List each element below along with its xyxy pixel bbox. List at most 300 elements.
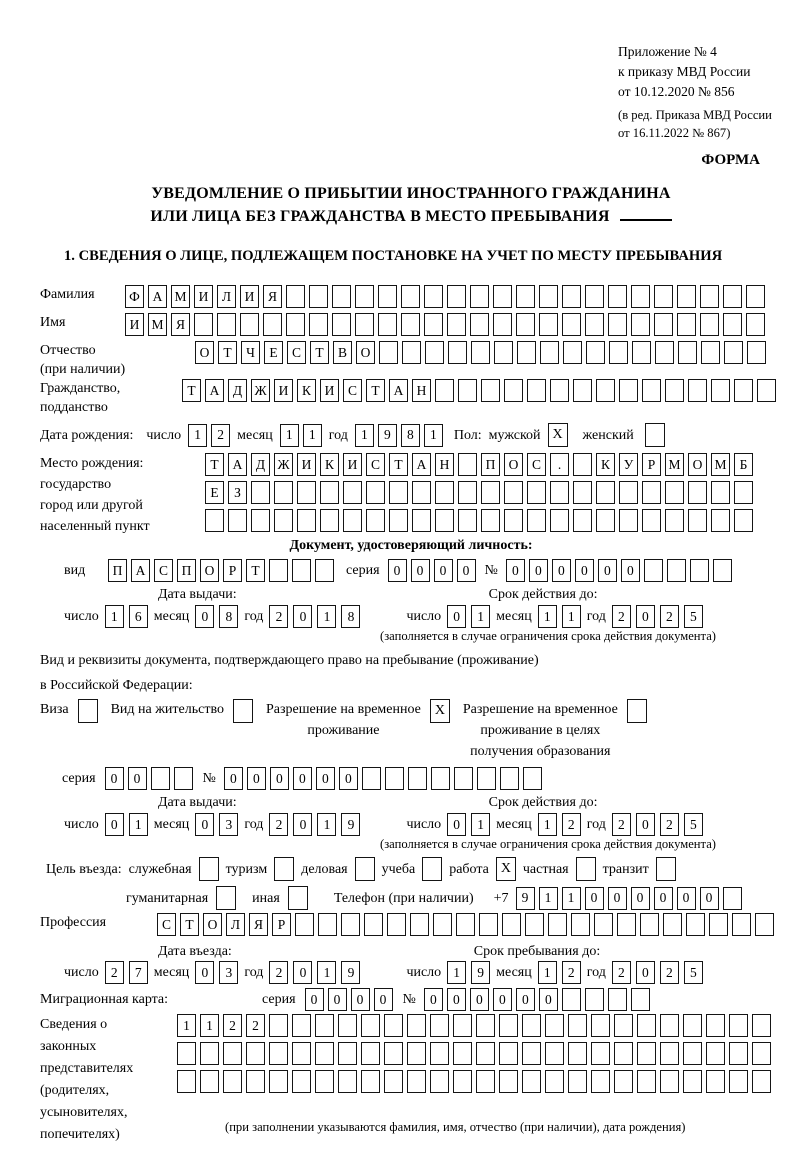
char-cell[interactable]: И xyxy=(297,453,316,476)
char-cell[interactable]: К xyxy=(320,453,339,476)
char-cell[interactable]: 0 xyxy=(293,961,312,984)
char-cell[interactable] xyxy=(343,509,362,532)
char-cell[interactable]: 1 xyxy=(538,605,557,628)
edu-permit-checkbox[interactable] xyxy=(627,699,647,723)
char-cell[interactable] xyxy=(522,1014,541,1037)
char-cell[interactable] xyxy=(407,1014,426,1037)
char-cell[interactable] xyxy=(729,1070,748,1093)
char-cell[interactable] xyxy=(619,481,638,504)
char-cell[interactable]: С xyxy=(366,453,385,476)
char-cell[interactable]: Ж xyxy=(274,453,293,476)
char-cell[interactable] xyxy=(504,379,523,402)
char-cell[interactable]: Н xyxy=(412,379,431,402)
char-cell[interactable] xyxy=(269,1042,288,1065)
char-cell[interactable] xyxy=(447,313,466,336)
char-cell[interactable]: Ч xyxy=(241,341,260,364)
char-cell[interactable]: 1 xyxy=(424,424,443,447)
char-cell[interactable] xyxy=(366,481,385,504)
char-cell[interactable] xyxy=(269,1070,288,1093)
char-cell[interactable] xyxy=(545,1042,564,1065)
sex-female-checkbox[interactable] xyxy=(645,423,665,447)
char-cell[interactable]: У xyxy=(619,453,638,476)
char-cell[interactable] xyxy=(431,767,450,790)
char-cell[interactable] xyxy=(700,313,719,336)
char-cell[interactable]: 0 xyxy=(388,559,407,582)
char-cell[interactable] xyxy=(642,509,661,532)
char-cell[interactable]: Р xyxy=(223,559,242,582)
char-cell[interactable] xyxy=(493,285,512,308)
char-cell[interactable] xyxy=(341,913,360,936)
char-cell[interactable]: 1 xyxy=(317,961,336,984)
char-cell[interactable]: С xyxy=(527,453,546,476)
char-cell[interactable]: П xyxy=(177,559,196,582)
char-cell[interactable] xyxy=(631,285,650,308)
char-cell[interactable] xyxy=(297,509,316,532)
char-cell[interactable]: Т xyxy=(205,453,224,476)
char-cell[interactable]: 0 xyxy=(621,559,640,582)
char-cell[interactable] xyxy=(332,285,351,308)
residence-permit-checkbox[interactable] xyxy=(233,699,253,723)
char-cell[interactable] xyxy=(540,341,559,364)
char-cell[interactable] xyxy=(456,913,475,936)
char-cell[interactable] xyxy=(617,913,636,936)
char-cell[interactable]: 1 xyxy=(447,961,466,984)
char-cell[interactable]: О xyxy=(200,559,219,582)
char-cell[interactable] xyxy=(711,481,730,504)
char-cell[interactable] xyxy=(654,285,673,308)
char-cell[interactable] xyxy=(366,509,385,532)
char-cell[interactable] xyxy=(499,1042,518,1065)
char-cell[interactable]: 0 xyxy=(351,988,370,1011)
char-cell[interactable]: О xyxy=(195,341,214,364)
char-cell[interactable]: Р xyxy=(272,913,291,936)
char-cell[interactable] xyxy=(389,509,408,532)
char-cell[interactable] xyxy=(550,509,569,532)
char-cell[interactable] xyxy=(205,509,224,532)
char-cell[interactable]: 0 xyxy=(552,559,571,582)
char-cell[interactable] xyxy=(711,509,730,532)
char-cell[interactable] xyxy=(412,509,431,532)
char-cell[interactable]: 2 xyxy=(211,424,230,447)
char-cell[interactable]: Т xyxy=(218,341,237,364)
purpose-business-checkbox[interactable] xyxy=(355,857,375,881)
char-cell[interactable] xyxy=(387,913,406,936)
char-cell[interactable] xyxy=(723,313,742,336)
char-cell[interactable] xyxy=(608,313,627,336)
char-cell[interactable] xyxy=(251,481,270,504)
char-cell[interactable] xyxy=(504,481,523,504)
char-cell[interactable]: 0 xyxy=(636,605,655,628)
char-cell[interactable]: 0 xyxy=(293,813,312,836)
char-cell[interactable] xyxy=(338,1014,357,1037)
char-cell[interactable] xyxy=(596,379,615,402)
char-cell[interactable] xyxy=(228,509,247,532)
char-cell[interactable] xyxy=(200,1042,219,1065)
char-cell[interactable] xyxy=(362,767,381,790)
char-cell[interactable]: Я xyxy=(249,913,268,936)
char-cell[interactable] xyxy=(619,379,638,402)
char-cell[interactable]: С xyxy=(157,913,176,936)
char-cell[interactable] xyxy=(286,285,305,308)
char-cell[interactable]: 2 xyxy=(562,813,581,836)
char-cell[interactable]: 2 xyxy=(660,605,679,628)
char-cell[interactable]: Я xyxy=(263,285,282,308)
char-cell[interactable] xyxy=(723,887,742,910)
char-cell[interactable]: 2 xyxy=(269,961,288,984)
char-cell[interactable] xyxy=(686,913,705,936)
char-cell[interactable]: 2 xyxy=(246,1014,265,1037)
char-cell[interactable] xyxy=(481,509,500,532)
char-cell[interactable] xyxy=(596,509,615,532)
char-cell[interactable] xyxy=(585,285,604,308)
char-cell[interactable] xyxy=(644,559,663,582)
char-cell[interactable] xyxy=(412,481,431,504)
char-cell[interactable]: 0 xyxy=(516,988,535,1011)
char-cell[interactable] xyxy=(631,988,650,1011)
char-cell[interactable] xyxy=(246,1070,265,1093)
char-cell[interactable] xyxy=(458,509,477,532)
char-cell[interactable]: 2 xyxy=(269,605,288,628)
char-cell[interactable] xyxy=(539,313,558,336)
char-cell[interactable]: 0 xyxy=(457,559,476,582)
char-cell[interactable]: Е xyxy=(264,341,283,364)
char-cell[interactable] xyxy=(660,1014,679,1037)
char-cell[interactable]: 0 xyxy=(105,813,124,836)
char-cell[interactable]: 2 xyxy=(612,605,631,628)
char-cell[interactable]: Н xyxy=(435,453,454,476)
char-cell[interactable]: 0 xyxy=(328,988,347,1011)
char-cell[interactable]: . xyxy=(550,453,569,476)
char-cell[interactable]: И xyxy=(194,285,213,308)
char-cell[interactable] xyxy=(586,341,605,364)
char-cell[interactable] xyxy=(435,481,454,504)
char-cell[interactable]: 8 xyxy=(341,605,360,628)
char-cell[interactable] xyxy=(746,285,765,308)
char-cell[interactable]: К xyxy=(297,379,316,402)
char-cell[interactable]: Р xyxy=(642,453,661,476)
char-cell[interactable] xyxy=(663,913,682,936)
char-cell[interactable]: 0 xyxy=(608,887,627,910)
char-cell[interactable]: 3 xyxy=(219,961,238,984)
char-cell[interactable]: О xyxy=(504,453,523,476)
char-cell[interactable] xyxy=(458,453,477,476)
sex-male-checkbox[interactable]: X xyxy=(548,423,568,447)
char-cell[interactable]: 3 xyxy=(219,813,238,836)
char-cell[interactable]: 0 xyxy=(339,767,358,790)
char-cell[interactable] xyxy=(384,1014,403,1037)
char-cell[interactable] xyxy=(292,1014,311,1037)
char-cell[interactable] xyxy=(550,481,569,504)
char-cell[interactable] xyxy=(683,1042,702,1065)
char-cell[interactable]: А xyxy=(412,453,431,476)
char-cell[interactable] xyxy=(732,913,751,936)
char-cell[interactable]: 0 xyxy=(434,559,453,582)
char-cell[interactable] xyxy=(309,313,328,336)
char-cell[interactable] xyxy=(609,341,628,364)
char-cell[interactable] xyxy=(723,285,742,308)
char-cell[interactable]: М xyxy=(148,313,167,336)
char-cell[interactable] xyxy=(573,481,592,504)
char-cell[interactable] xyxy=(292,559,311,582)
char-cell[interactable] xyxy=(562,285,581,308)
char-cell[interactable] xyxy=(223,1070,242,1093)
char-cell[interactable]: 0 xyxy=(305,988,324,1011)
purpose-work-checkbox[interactable]: X xyxy=(496,857,516,881)
char-cell[interactable]: 1 xyxy=(562,605,581,628)
char-cell[interactable] xyxy=(655,341,674,364)
char-cell[interactable] xyxy=(752,1042,771,1065)
char-cell[interactable] xyxy=(516,285,535,308)
char-cell[interactable]: Т xyxy=(180,913,199,936)
char-cell[interactable] xyxy=(453,1014,472,1037)
char-cell[interactable] xyxy=(688,481,707,504)
char-cell[interactable] xyxy=(448,341,467,364)
char-cell[interactable]: 0 xyxy=(700,887,719,910)
char-cell[interactable] xyxy=(591,1070,610,1093)
char-cell[interactable] xyxy=(700,285,719,308)
char-cell[interactable]: 5 xyxy=(684,605,703,628)
char-cell[interactable]: Т xyxy=(182,379,201,402)
char-cell[interactable]: 2 xyxy=(660,813,679,836)
char-cell[interactable]: 9 xyxy=(516,887,535,910)
char-cell[interactable] xyxy=(269,559,288,582)
temp-permit-checkbox[interactable]: X xyxy=(430,699,450,723)
char-cell[interactable]: 0 xyxy=(585,887,604,910)
char-cell[interactable] xyxy=(688,509,707,532)
char-cell[interactable] xyxy=(571,913,590,936)
char-cell[interactable] xyxy=(479,913,498,936)
char-cell[interactable]: 0 xyxy=(677,887,696,910)
char-cell[interactable] xyxy=(550,379,569,402)
char-cell[interactable] xyxy=(545,1070,564,1093)
char-cell[interactable]: 0 xyxy=(654,887,673,910)
char-cell[interactable] xyxy=(315,1042,334,1065)
char-cell[interactable]: 0 xyxy=(195,961,214,984)
char-cell[interactable]: Л xyxy=(226,913,245,936)
char-cell[interactable]: 0 xyxy=(493,988,512,1011)
char-cell[interactable] xyxy=(458,379,477,402)
char-cell[interactable] xyxy=(361,1070,380,1093)
char-cell[interactable] xyxy=(568,1070,587,1093)
char-cell[interactable] xyxy=(667,559,686,582)
purpose-other-checkbox[interactable] xyxy=(288,886,308,910)
char-cell[interactable]: 0 xyxy=(598,559,617,582)
char-cell[interactable] xyxy=(677,313,696,336)
char-cell[interactable] xyxy=(251,509,270,532)
char-cell[interactable]: 0 xyxy=(270,767,289,790)
char-cell[interactable]: П xyxy=(481,453,500,476)
char-cell[interactable] xyxy=(677,285,696,308)
char-cell[interactable] xyxy=(292,1070,311,1093)
char-cell[interactable]: 0 xyxy=(529,559,548,582)
purpose-official-checkbox[interactable] xyxy=(199,857,219,881)
char-cell[interactable]: Т xyxy=(310,341,329,364)
char-cell[interactable] xyxy=(573,379,592,402)
char-cell[interactable]: А xyxy=(389,379,408,402)
visa-checkbox[interactable] xyxy=(78,699,98,723)
char-cell[interactable] xyxy=(332,313,351,336)
char-cell[interactable] xyxy=(364,913,383,936)
char-cell[interactable] xyxy=(545,1014,564,1037)
char-cell[interactable] xyxy=(355,285,374,308)
char-cell[interactable]: М xyxy=(171,285,190,308)
char-cell[interactable] xyxy=(402,341,421,364)
char-cell[interactable]: О xyxy=(356,341,375,364)
char-cell[interactable] xyxy=(401,313,420,336)
char-cell[interactable]: 1 xyxy=(280,424,299,447)
char-cell[interactable] xyxy=(458,481,477,504)
char-cell[interactable]: 2 xyxy=(612,813,631,836)
char-cell[interactable] xyxy=(525,913,544,936)
char-cell[interactable] xyxy=(407,1070,426,1093)
char-cell[interactable] xyxy=(517,341,536,364)
char-cell[interactable]: 1 xyxy=(562,887,581,910)
char-cell[interactable] xyxy=(286,313,305,336)
char-cell[interactable] xyxy=(642,379,661,402)
char-cell[interactable] xyxy=(614,1070,633,1093)
char-cell[interactable]: 1 xyxy=(471,813,490,836)
char-cell[interactable] xyxy=(292,1042,311,1065)
char-cell[interactable] xyxy=(493,313,512,336)
char-cell[interactable] xyxy=(746,313,765,336)
char-cell[interactable]: 1 xyxy=(538,813,557,836)
char-cell[interactable]: 8 xyxy=(401,424,420,447)
char-cell[interactable] xyxy=(407,1042,426,1065)
char-cell[interactable] xyxy=(476,1014,495,1037)
char-cell[interactable] xyxy=(596,481,615,504)
char-cell[interactable] xyxy=(240,313,259,336)
char-cell[interactable] xyxy=(401,285,420,308)
char-cell[interactable] xyxy=(568,1014,587,1037)
char-cell[interactable] xyxy=(568,1042,587,1065)
char-cell[interactable]: 1 xyxy=(188,424,207,447)
char-cell[interactable]: 2 xyxy=(562,961,581,984)
char-cell[interactable]: 0 xyxy=(447,988,466,1011)
char-cell[interactable]: 0 xyxy=(293,605,312,628)
char-cell[interactable] xyxy=(608,988,627,1011)
char-cell[interactable]: 8 xyxy=(219,605,238,628)
char-cell[interactable] xyxy=(563,341,582,364)
char-cell[interactable]: 0 xyxy=(575,559,594,582)
char-cell[interactable] xyxy=(430,1014,449,1037)
char-cell[interactable]: 1 xyxy=(471,605,490,628)
purpose-study-checkbox[interactable] xyxy=(422,857,442,881)
char-cell[interactable] xyxy=(297,481,316,504)
char-cell[interactable]: И xyxy=(125,313,144,336)
char-cell[interactable]: 1 xyxy=(177,1014,196,1037)
char-cell[interactable]: 2 xyxy=(223,1014,242,1037)
char-cell[interactable] xyxy=(269,1014,288,1037)
char-cell[interactable]: 2 xyxy=(612,961,631,984)
char-cell[interactable] xyxy=(343,481,362,504)
char-cell[interactable] xyxy=(642,481,661,504)
char-cell[interactable] xyxy=(752,1014,771,1037)
char-cell[interactable] xyxy=(504,509,523,532)
char-cell[interactable]: 1 xyxy=(539,887,558,910)
char-cell[interactable] xyxy=(734,509,753,532)
char-cell[interactable] xyxy=(481,481,500,504)
char-cell[interactable] xyxy=(430,1042,449,1065)
char-cell[interactable] xyxy=(713,559,732,582)
purpose-private-checkbox[interactable] xyxy=(576,857,596,881)
char-cell[interactable] xyxy=(177,1070,196,1093)
char-cell[interactable] xyxy=(637,1070,656,1093)
char-cell[interactable] xyxy=(499,1014,518,1037)
char-cell[interactable] xyxy=(573,509,592,532)
char-cell[interactable] xyxy=(527,481,546,504)
char-cell[interactable]: Я xyxy=(171,313,190,336)
char-cell[interactable] xyxy=(384,1070,403,1093)
char-cell[interactable]: Д xyxy=(251,453,270,476)
char-cell[interactable] xyxy=(665,481,684,504)
char-cell[interactable] xyxy=(338,1042,357,1065)
char-cell[interactable] xyxy=(194,313,213,336)
char-cell[interactable] xyxy=(500,767,519,790)
char-cell[interactable]: 9 xyxy=(341,961,360,984)
char-cell[interactable]: 9 xyxy=(341,813,360,836)
char-cell[interactable] xyxy=(660,1070,679,1093)
char-cell[interactable] xyxy=(470,285,489,308)
char-cell[interactable] xyxy=(631,313,650,336)
char-cell[interactable] xyxy=(453,1042,472,1065)
char-cell[interactable] xyxy=(614,1014,633,1037)
char-cell[interactable] xyxy=(274,481,293,504)
char-cell[interactable] xyxy=(424,285,443,308)
char-cell[interactable] xyxy=(499,1070,518,1093)
char-cell[interactable]: Л xyxy=(217,285,236,308)
char-cell[interactable]: А xyxy=(205,379,224,402)
char-cell[interactable]: 1 xyxy=(538,961,557,984)
char-cell[interactable] xyxy=(701,341,720,364)
char-cell[interactable]: 0 xyxy=(506,559,525,582)
char-cell[interactable] xyxy=(502,913,521,936)
char-cell[interactable] xyxy=(752,1070,771,1093)
char-cell[interactable] xyxy=(385,767,404,790)
char-cell[interactable]: А xyxy=(131,559,150,582)
char-cell[interactable] xyxy=(477,767,496,790)
char-cell[interactable]: А xyxy=(148,285,167,308)
purpose-humanitarian-checkbox[interactable] xyxy=(216,886,236,910)
char-cell[interactable] xyxy=(665,509,684,532)
char-cell[interactable] xyxy=(709,913,728,936)
char-cell[interactable] xyxy=(453,1070,472,1093)
char-cell[interactable] xyxy=(591,1014,610,1037)
char-cell[interactable]: 0 xyxy=(631,887,650,910)
char-cell[interactable]: 0 xyxy=(447,813,466,836)
char-cell[interactable]: 1 xyxy=(303,424,322,447)
char-cell[interactable]: М xyxy=(665,453,684,476)
char-cell[interactable] xyxy=(660,1042,679,1065)
char-cell[interactable] xyxy=(614,1042,633,1065)
char-cell[interactable] xyxy=(338,1070,357,1093)
char-cell[interactable]: А xyxy=(228,453,247,476)
char-cell[interactable] xyxy=(384,1042,403,1065)
char-cell[interactable] xyxy=(562,988,581,1011)
char-cell[interactable]: 0 xyxy=(316,767,335,790)
char-cell[interactable] xyxy=(734,481,753,504)
char-cell[interactable] xyxy=(527,379,546,402)
char-cell[interactable] xyxy=(320,481,339,504)
char-cell[interactable]: 0 xyxy=(293,767,312,790)
char-cell[interactable]: Е xyxy=(205,481,224,504)
char-cell[interactable] xyxy=(315,1070,334,1093)
char-cell[interactable]: 0 xyxy=(128,767,147,790)
char-cell[interactable]: 9 xyxy=(471,961,490,984)
char-cell[interactable] xyxy=(690,559,709,582)
char-cell[interactable] xyxy=(378,285,397,308)
char-cell[interactable]: 0 xyxy=(447,605,466,628)
char-cell[interactable] xyxy=(711,379,730,402)
